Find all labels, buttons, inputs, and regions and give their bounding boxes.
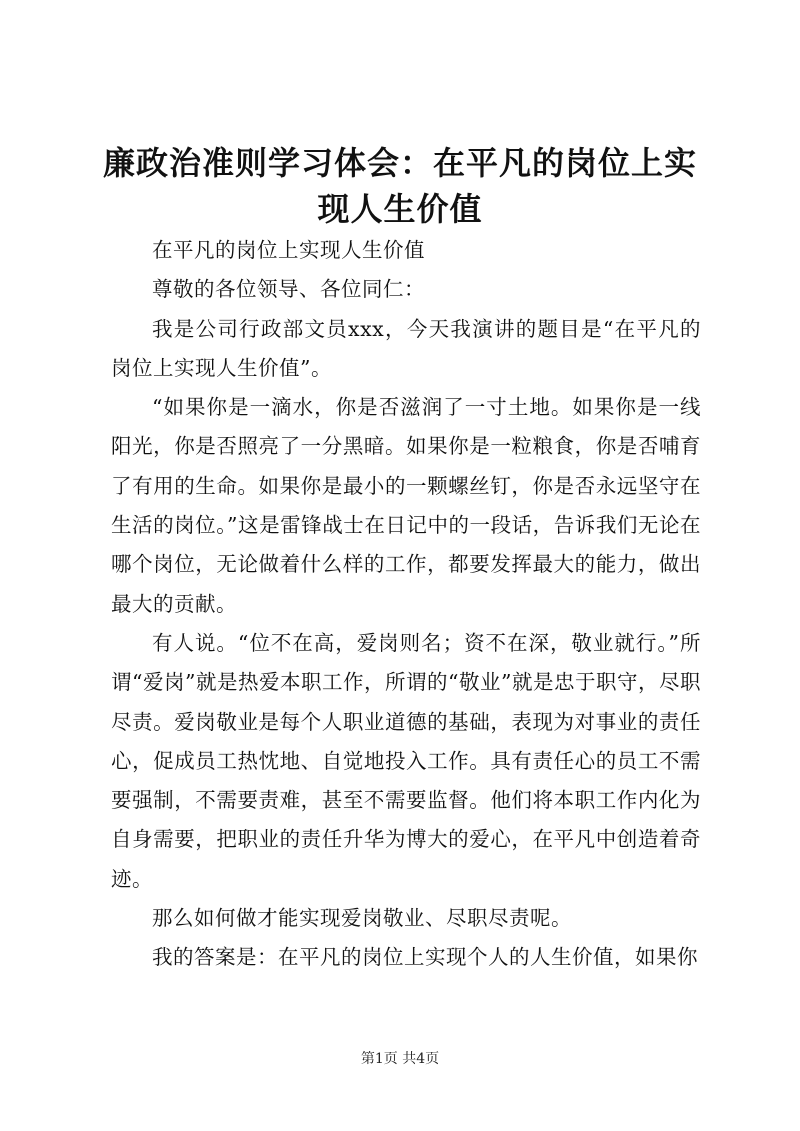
paragraph-subtitle: 在平凡的岗位上实现人生价值	[152, 238, 425, 262]
paragraph-question: 那么如何做才能实现爱岗敬业、尽职尽责呢。	[152, 906, 572, 931]
paragraph-dedication: 有人说。“位不在高，爱岗则名；资不在深，敬业就行。”所谓“爱岗”就是热爱本职工作，所谓的“敬业”就是忠于职守，尽职尽责。爱岗敬业是每个人职业道德的基础，表现为对事业的责任心，促成员工热忱地、自觉地投入工作。具有责任心的员工不需要强制，不需要责难，甚至不需要监督。他们将本职工作内化为自身需要，把职业的责任升华为博大的爱心，在平凡中创造着奇迹。	[111, 630, 701, 891]
document-title: 廉政治准则学习体会：在平凡的岗位上实现人生价值	[102, 144, 697, 228]
paragraph-leifeng-quote: “如果你是一滴水，你是否滋润了一寸土地。如果你是一线阳光，你是否照亮了一分黑暗。如果你是一粒粮食，你是否哺育了有用的生命。如果你是最小的一颗螺丝钉，你是否永远坚守在生活的岗位。”这是雷锋战士在日记中的一段话，告诉我们无论在哪个岗位，无论做着什么样的工作，都要发挥最大的能力，做出最大的贡献。	[111, 395, 701, 616]
paragraph-salutation: 尊敬的各位领导、各位同仁：	[152, 277, 425, 302]
paragraph-intro: 我是公司行政部文员xxx，今天我演讲的题目是“在平凡的岗位上实现人生价值”。	[111, 316, 701, 380]
paragraph-answer: 我的答案是：在平凡的岗位上实现个人的人生价值，如果你	[152, 945, 698, 970]
page-number-footer: 第1页 共4页	[360, 1051, 440, 1067]
document-body	[111, 231, 701, 978]
